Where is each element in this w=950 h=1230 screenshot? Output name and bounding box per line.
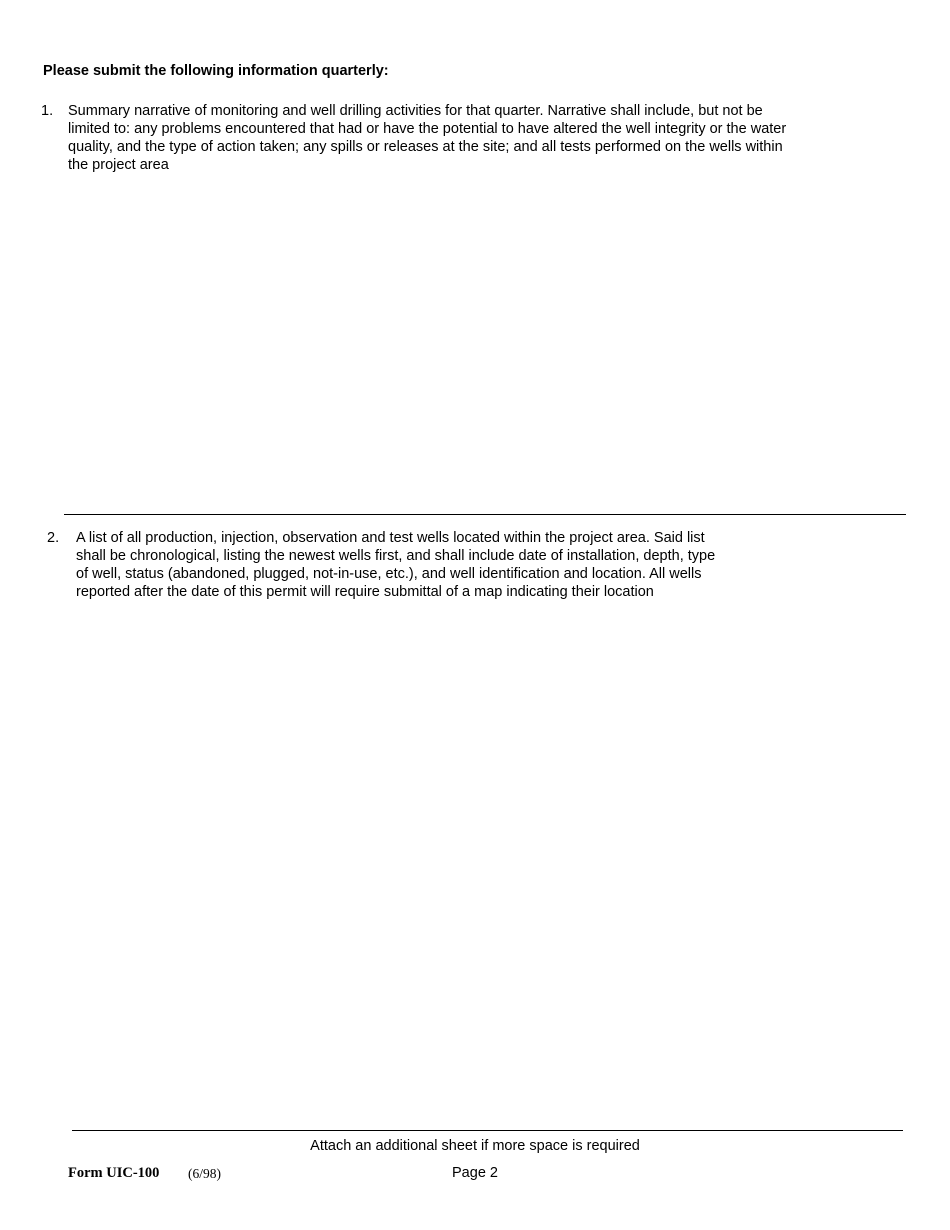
item-1-line: the project area (68, 157, 169, 173)
item-2-line: reported after the date of this permit will require submittal of a map indicating their location (76, 584, 654, 600)
item-1-line: Summary narrative of monitoring and well drilling activities for that quarter. Narrative shall include, but not be (68, 103, 763, 119)
instructions-heading: Please submit the following information quarterly: (43, 63, 389, 79)
item-2-line: A list of all production, injection, observation and test wells located within the project area. Said list (76, 530, 705, 546)
item-1-line: limited to: any problems encountered that had or have the potential to have altered the well integrity or the water (68, 121, 787, 137)
item-1-line: quality, and the type of action taken; any spills or releases at the site; and all tests performed on the wells within (68, 139, 783, 155)
attach-sheet-note: Attach an additional sheet if more space is required (310, 1138, 640, 1154)
section-divider (64, 514, 906, 515)
item-2-line: of well, status (abandoned, plugged, not-in-use, etc.), and well identification and location. All wells (76, 566, 702, 582)
item-1-description (68, 102, 868, 174)
page-number: Page 2 (452, 1165, 498, 1181)
item-2-number: 2. (47, 530, 60, 546)
form-revision-date: (6/98) (188, 1166, 221, 1181)
item-2-description (76, 529, 796, 601)
footer-divider (72, 1130, 903, 1131)
item-2-line: shall be chronological, listing the newest wells first, and shall include date of installation, depth, type (76, 548, 716, 564)
item-1-number: 1. (41, 103, 54, 119)
form-identifier: Form UIC-100 (68, 1165, 160, 1181)
